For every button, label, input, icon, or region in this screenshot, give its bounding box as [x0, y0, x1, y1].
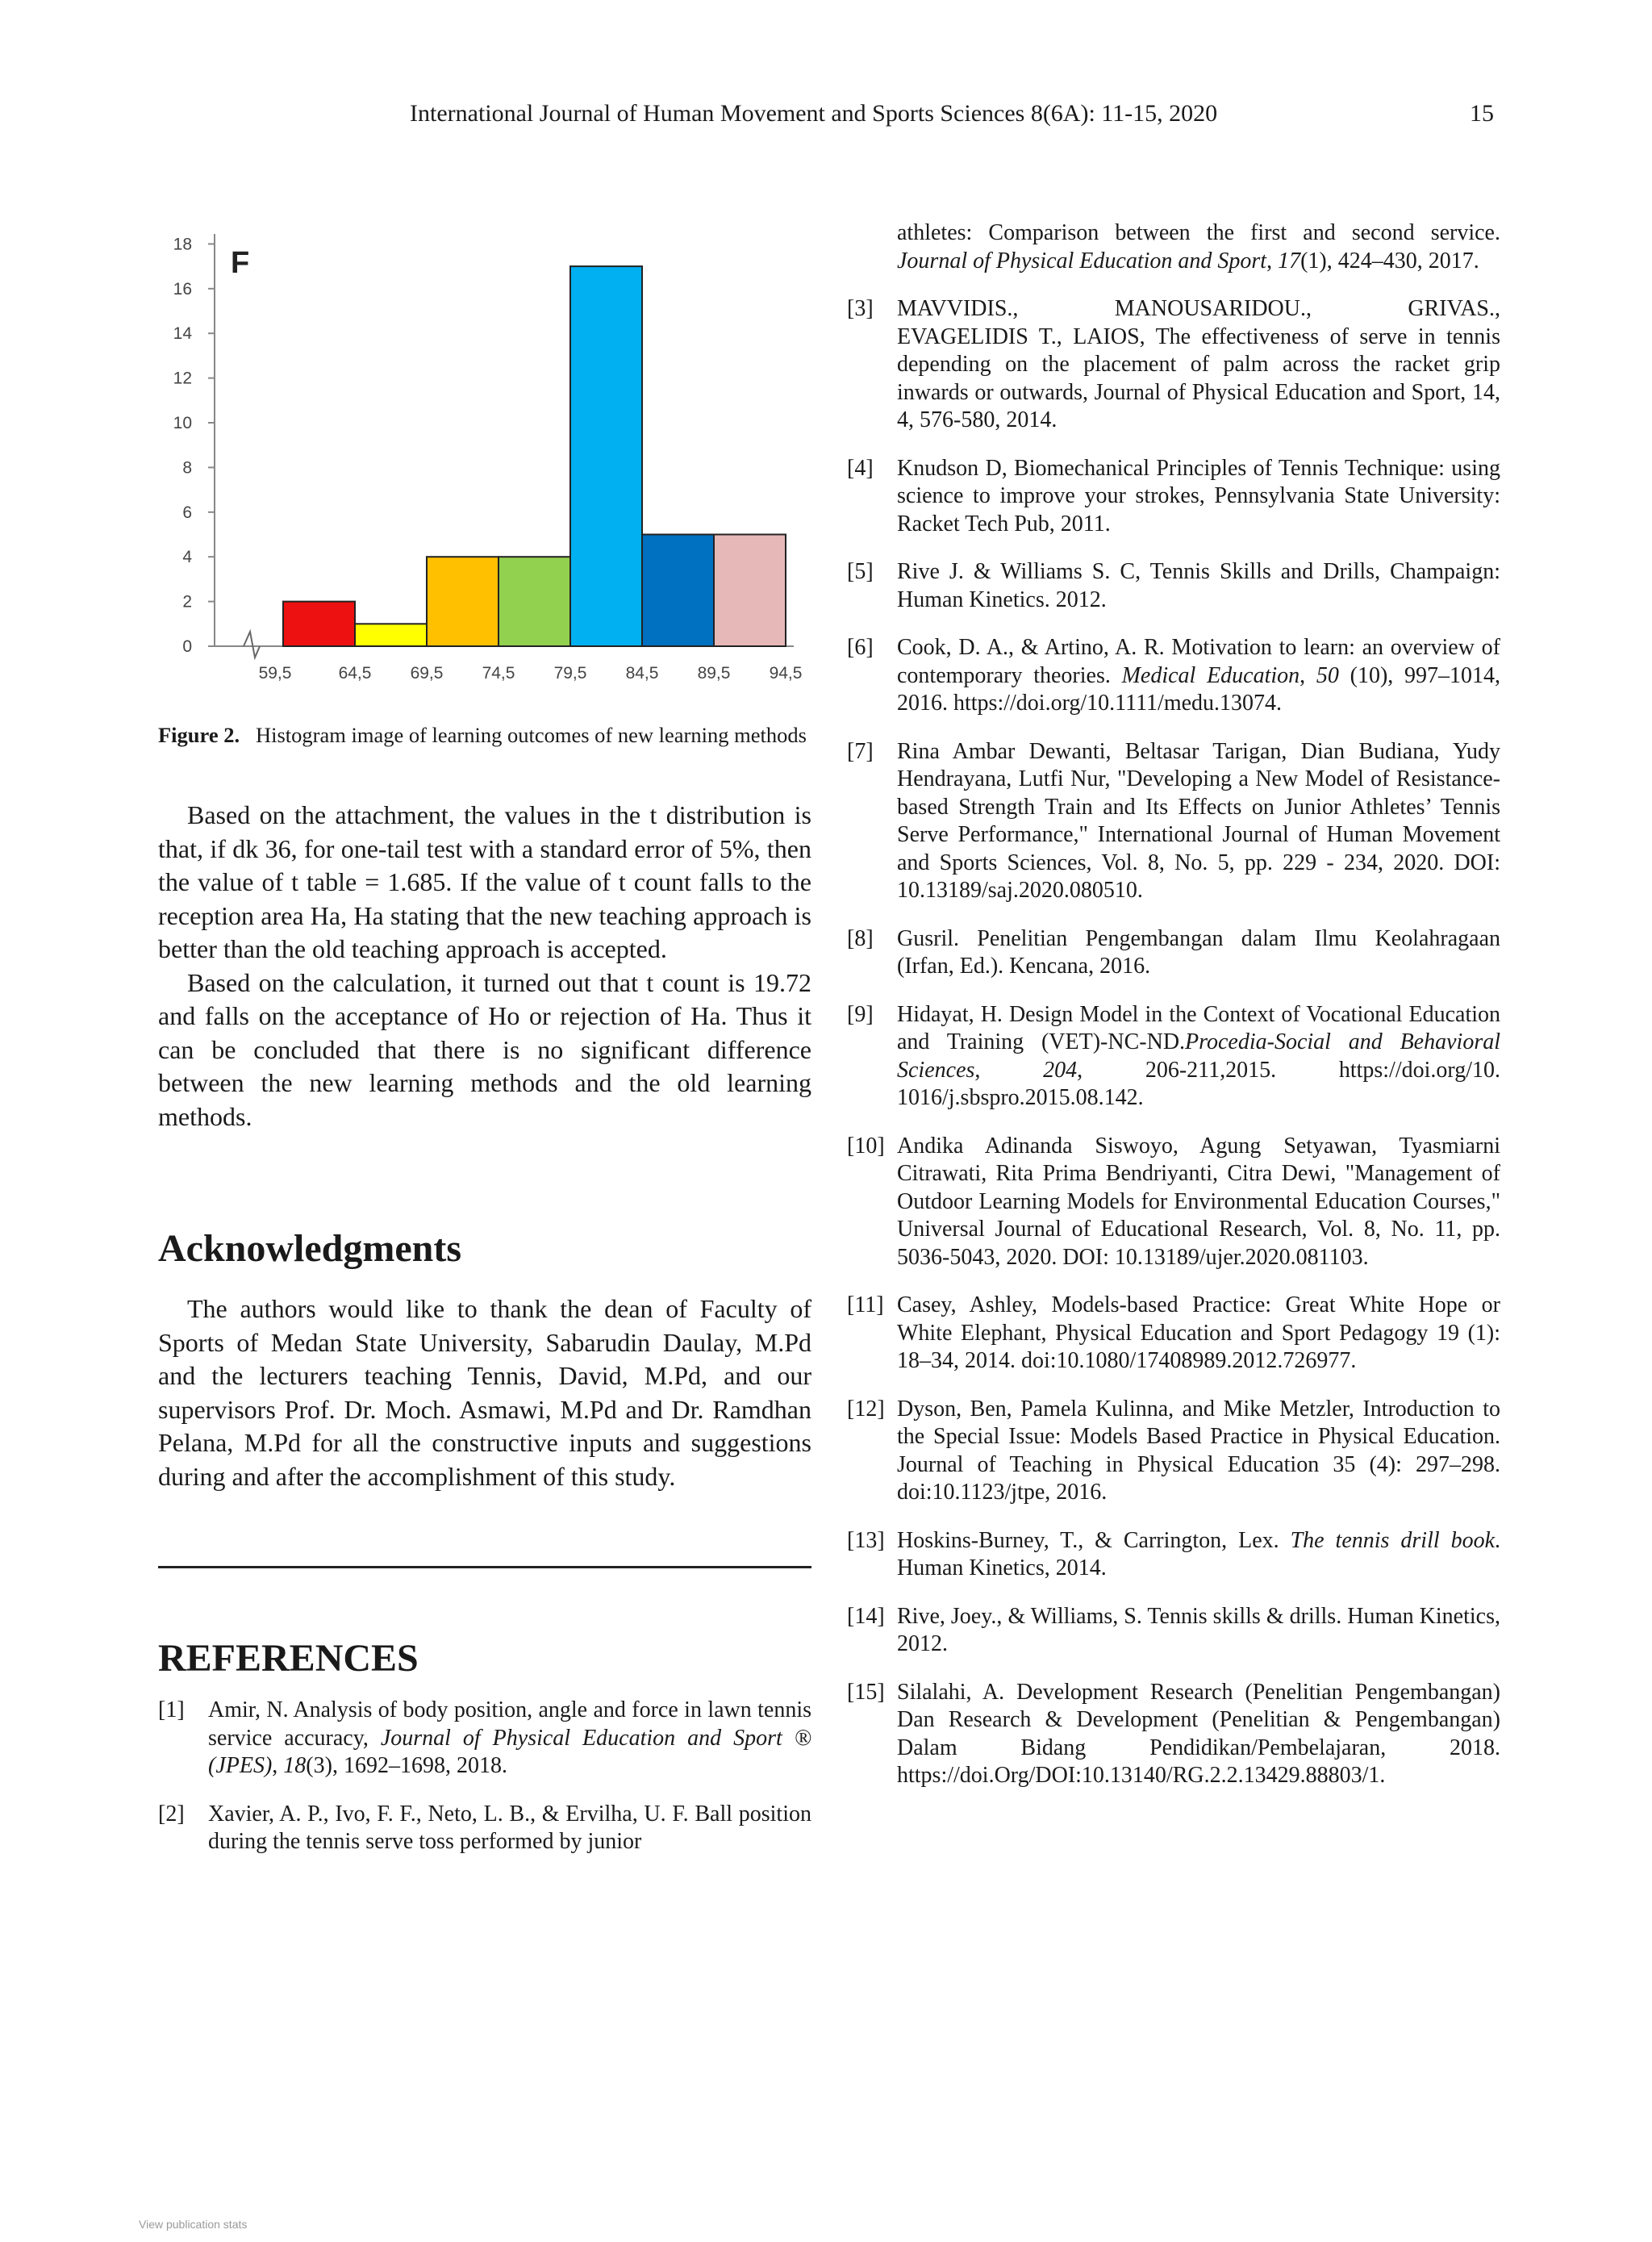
reference-text: Casey, Ashley, Models-based Practice: Great White Hope or White Elephant, Physical Education and Sport Pedagogy 19 (1): 18–34, 2014. doi:10.1080/17408989.2012.726977. — [897, 1292, 1500, 1373]
reference-text: Hidayat, H. Design Model in the Context of Vocational Education and Training (VET)-NC-ND. — [897, 1001, 1500, 1054]
reference-number: [1] — [158, 1697, 185, 1722]
reference-number: [14] — [847, 1603, 885, 1629]
reference-number: [11] — [847, 1292, 884, 1317]
histogram-bar — [714, 535, 786, 647]
y-tick-label: 8 — [182, 458, 192, 478]
reference-2 — [158, 1801, 811, 1856]
histogram-chart — [158, 224, 811, 692]
reference-number: [10] — [847, 1133, 885, 1159]
reference-13 — [847, 1527, 1500, 1583]
reference-tail: . Human Kinetics, 2014. — [897, 1527, 1500, 1580]
reference-text: athletes: Comparison between the first and second service. — [897, 220, 1500, 245]
reference-text: Rive J. & Williams S. C, Tennis Skills and Drills, Champaign: Human Kinetics. 2012. — [897, 559, 1500, 612]
reference-sep: , — [1299, 662, 1316, 688]
histogram-bar — [642, 535, 714, 647]
reference-text: MAVVIDIS., MANOUSARIDOU., GRIVAS., EVAGELIDIS T., LAIOS, The effectiveness of serve in tennis depending on the placement of palm across the racket grip inwards or outwards, Journal of Physical Education and Sport, 14, 4, 576-580, 2014. — [897, 296, 1506, 432]
y-tick-label: 6 — [182, 503, 192, 522]
body-text-left — [158, 799, 811, 1134]
y-tick-label: 0 — [182, 637, 192, 656]
reference-volume: 50 — [1316, 662, 1339, 688]
reference-14 — [847, 1603, 1500, 1659]
references-list-right — [847, 219, 1506, 1810]
y-tick-label: 10 — [173, 414, 192, 432]
y-tick-label: 18 — [173, 235, 192, 254]
acknowledgments-body — [158, 1292, 811, 1493]
reference-book-title: The tennis drill book — [1290, 1527, 1495, 1553]
figure-caption — [158, 720, 811, 750]
reference-text: Gusril. Penelitian Pengembangan dalam Ilmu Keolahragaan (Irfan, Ed.). Kencana, 2016. — [897, 925, 1500, 979]
references-heading-wrap — [158, 1636, 811, 1680]
journal-header: International Journal of Human Movement and Sports Sciences 8(6A): 11-15, 2020 — [410, 100, 1218, 127]
reference-12 — [847, 1396, 1500, 1507]
x-tick-label: 89,5 — [697, 664, 731, 683]
reference-journal: Procedia-Social and Behavioral Sciences — [897, 1029, 1500, 1083]
reference-journal: Medical Education — [1121, 662, 1300, 688]
reference-text: Amir, N. Analysis of body position, angle and force in lawn tennis service accuracy, — [208, 1697, 811, 1751]
reference-tail: , 206-211,2015. https://doi.org/10. 1016/j.sbspro.2015.08.142. — [897, 1057, 1500, 1110]
reference-text: Knudson D, Biomechanical Principles of Tennis Technique: using science to improve your strokes, Pennsylvania State University: Racket Tech Pub, 2011. — [897, 455, 1500, 536]
reference-volume: 204 — [1043, 1057, 1078, 1083]
reference-7 — [847, 738, 1500, 905]
reference-number: [13] — [847, 1527, 885, 1553]
reference-text: Rive, Joey., & Williams, S. Tennis skills & drills. Human Kinetics, 2012. — [897, 1603, 1500, 1656]
reference-number: [8] — [847, 925, 874, 951]
reference-sep: , — [272, 1753, 284, 1778]
y-tick-label: 16 — [173, 279, 192, 299]
reference-number: [3] — [847, 296, 874, 321]
reference-number: [6] — [847, 635, 874, 660]
x-tick-label: 69,5 — [410, 664, 444, 683]
paragraph-conclusion: Based on the calculation, it turned out that t count is 19.72 and falls on the acceptance of Ho or rejection of Ha. Thus it can be concluded that there is no significant difference between the new learning methods and the old learning methods. — [158, 967, 811, 1131]
histogram-bar — [499, 557, 570, 646]
reference-10 — [847, 1133, 1500, 1272]
reference-5 — [847, 558, 1500, 614]
histogram-bar — [355, 624, 427, 646]
histogram-bar — [570, 266, 642, 646]
reference-text: Silalahi, A. Development Research (Penelitian Pengembangan) Dan Research & Development (Penelitian & Pengembangan) Dalam Bidang Pendidikan/Pembelajaran, 2018. https://doi.Org/DOI:10.13140/RG.2.2.13429.88803/1. — [897, 1679, 1500, 1788]
reference-3 — [847, 295, 1506, 435]
figure-caption-text: Histogram image of learning outcomes of new learning methods — [255, 723, 807, 747]
reference-sep: , — [974, 1057, 1044, 1083]
reference-tail: (3), 1692–1698, 2018. — [306, 1753, 507, 1778]
reference-text: Dyson, Ben, Pamela Kulinna, and Mike Metzler, Introduction to the Special Issue: Models Based Practice in Physical Education. Journal of Teaching in Physical Education 35 (4): 297–298. doi:10.1123/jtpe, 2016. — [897, 1396, 1500, 1505]
y-tick-label: 4 — [182, 548, 192, 567]
references-list-left — [158, 1697, 811, 1877]
reference-sep: , — [1266, 248, 1279, 273]
reference-text: Xavier, A. P., Ivo, F. F., Neto, L. B., & Ervilha, U. F. Ball position during the tennis serve toss performed by junior — [208, 1801, 811, 1854]
reference-number: [15] — [847, 1679, 885, 1705]
histogram-figure — [158, 224, 811, 692]
page-number: 15 — [1470, 100, 1494, 127]
view-publication-stats-link[interactable]: View publication stats — [139, 2218, 248, 2231]
reference-tail: (10), 997–1014, 2016. https://doi.org/10.1111/medu.13074. — [897, 662, 1501, 716]
paragraph-t-distribution: Based on the attachment, the values in the t distribution is that, if dk 36, for one-tail test with a standard error of 5%, then the value of t table = 1.685. If the value of t count falls to the reception area Ha, Ha stating that the new teaching approach is better than the old teaching approach is accepted. — [158, 800, 811, 963]
reference-6 — [847, 634, 1500, 718]
histogram-bar — [283, 602, 355, 646]
reference-1 — [158, 1697, 811, 1781]
reference-number: [12] — [847, 1396, 885, 1422]
reference-number: [9] — [847, 1001, 874, 1027]
reference-journal: Journal of Physical Education and Sport ® (JPES) — [208, 1725, 811, 1778]
reference-8 — [847, 925, 1500, 981]
reference-9 — [847, 1001, 1500, 1113]
references-heading: REFERENCES — [158, 1637, 419, 1680]
reference-4 — [847, 455, 1500, 539]
x-tick-label: 79,5 — [553, 664, 587, 683]
reference-number: [7] — [847, 738, 874, 764]
y-tick-label: 12 — [173, 369, 192, 388]
reference-number: [5] — [847, 559, 874, 584]
reference-text: Cook, D. A., & Artino, A. R. Motivation to learn: an overview of contemporary theories. — [897, 635, 1500, 688]
axis-break-mark — [244, 632, 260, 658]
reference-tail: (1), 424–430, 2017. — [1300, 248, 1479, 273]
x-tick-label: 94,5 — [769, 664, 803, 683]
figure-label: Figure 2. — [158, 723, 240, 747]
reference-number: [4] — [847, 455, 874, 481]
reference-15 — [847, 1679, 1500, 1790]
x-tick-label: 74,5 — [482, 664, 515, 683]
reference-journal: Journal of Physical Education and Sport — [897, 248, 1267, 273]
reference-11 — [847, 1292, 1500, 1376]
reference-text: Hoskins-Burney, T., & Carrington, Lex. — [897, 1527, 1291, 1553]
reference-volume: 18 — [283, 1753, 307, 1778]
section-divider — [158, 1566, 811, 1568]
reference-volume: 17 — [1278, 248, 1301, 273]
chart-title: F — [231, 246, 250, 280]
y-tick-label: 14 — [173, 324, 192, 344]
histogram-bar — [427, 557, 499, 646]
x-tick-label: 84,5 — [625, 664, 659, 683]
reference-text: Rina Ambar Dewanti, Beltasar Tarigan, Dian Budiana, Yudy Hendrayana, Lutfi Nur, "Developing a New Model of Resistance-based Strength Train and Its Effects on Junior Athletes’ Tennis Serve Performance," International Journal of Human Movement and Sports Sciences, Vol. 8, No. 5, pp. 229 - 234, 2020. DOI: 10.13189/saj.2020.080510. — [897, 738, 1500, 903]
reference-text: Andika Adinanda Siswoyo, Agung Setyawan, Tyasmiarni Citrawati, Rita Prima Bendriyanti, Citra Dewi, "Management of Outdoor Learning Models for Environmental Education Courses," Universal Journal of Educational Research, Vol. 8, No. 11, pp. 5036-5043, 2020. DOI: 10.13189/ujer.2020.081103. — [897, 1133, 1500, 1270]
reference-number: [2] — [158, 1801, 185, 1827]
reference-2-continued — [847, 219, 1500, 275]
x-tick-label: 59,5 — [258, 664, 292, 683]
x-tick-label: 64,5 — [338, 664, 372, 683]
acknowledgments-text: The authors would like to thank the dean of Faculty of Sports of Medan State University, Sabarudin Daulay, M.Pd and the lecturers teaching Tennis, David, M.Pd, and our supervisors Prof. Dr. Moch. Asmawi, M.Pd and Dr. Ramdhan Pelana, M.Pd for all the constructive inputs and suggestions during and after the accomplishment of this study. — [158, 1294, 811, 1491]
acknowledgments-heading: Acknowledgments — [158, 1227, 462, 1270]
acknowledgments-section — [158, 1226, 811, 1271]
y-tick-label: 2 — [182, 592, 192, 612]
